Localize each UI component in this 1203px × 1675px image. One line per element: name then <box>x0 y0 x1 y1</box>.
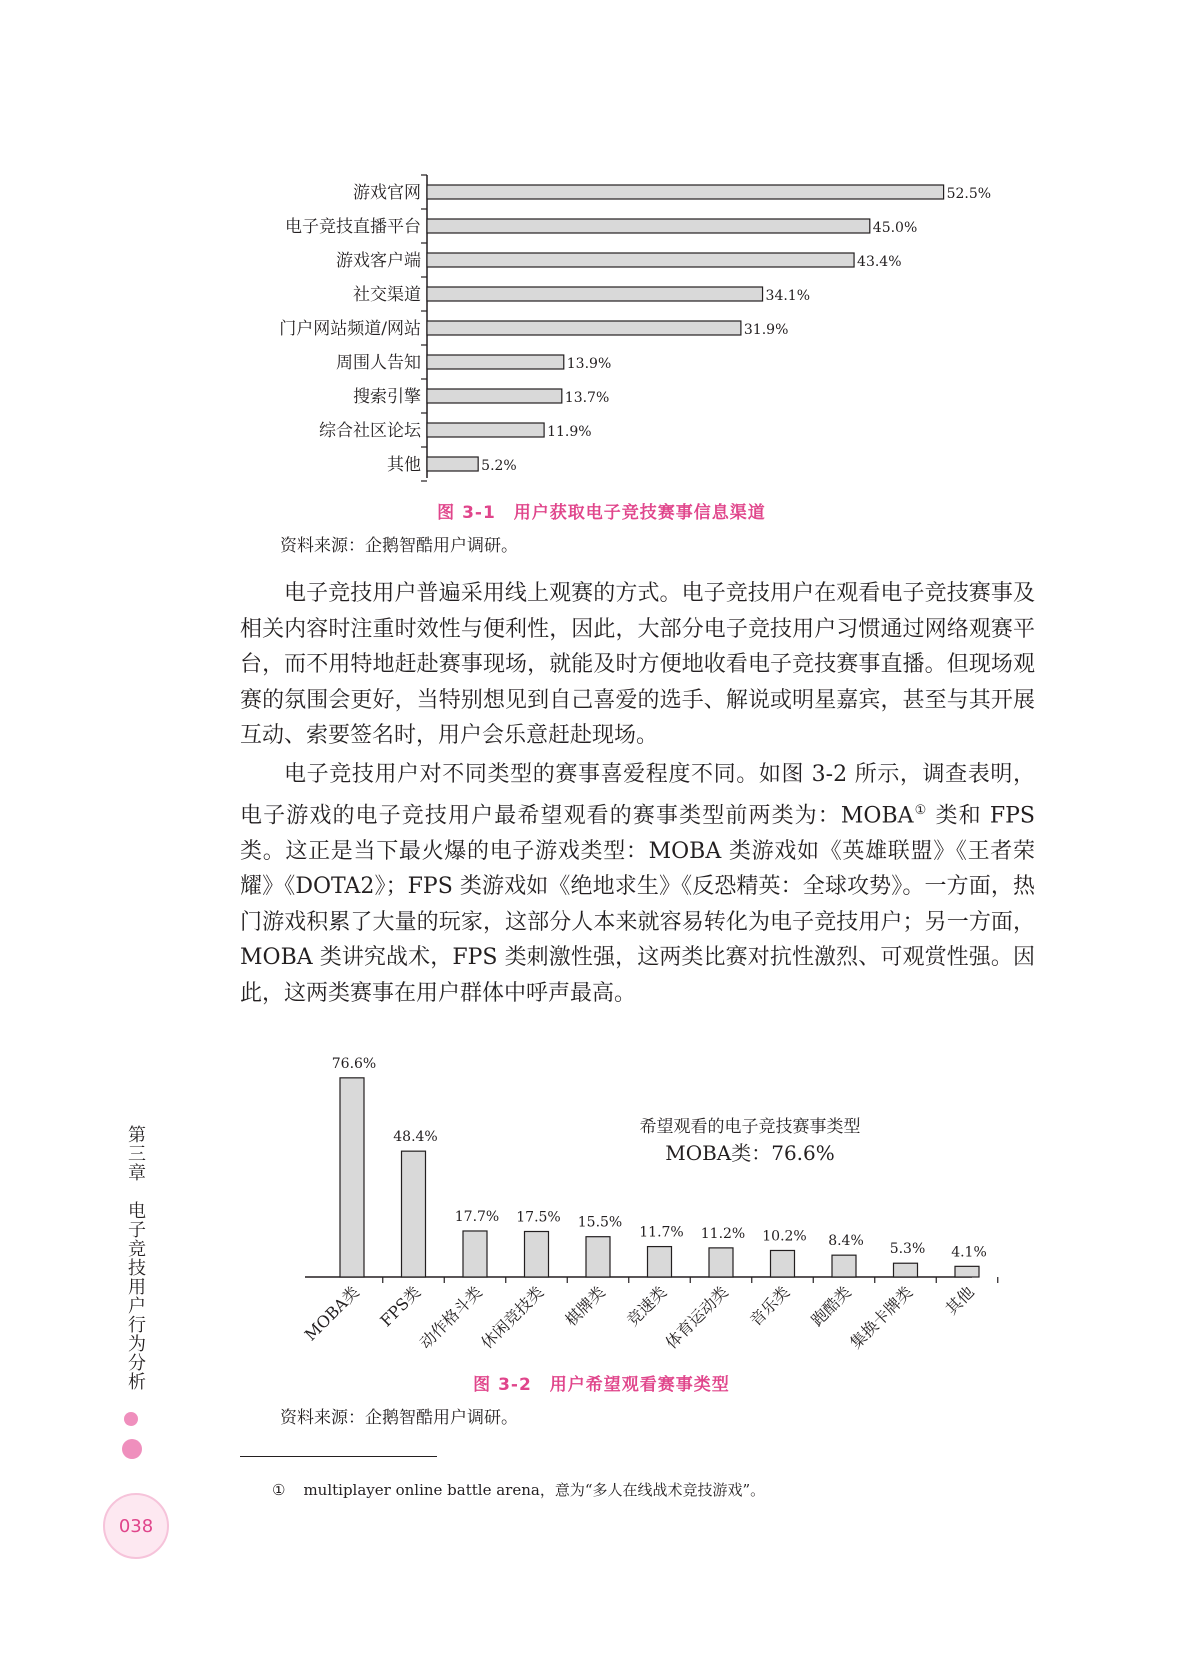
bar-type <box>525 1232 549 1278</box>
figure-3-1-source: 资料来源：企鹅智酷用户调研。 <box>280 536 518 556</box>
category-label: 棋牌类 <box>561 1282 609 1330</box>
value-label: 11.2% <box>700 1225 746 1242</box>
footnote-text: multiplayer online battle arena，意为“多人在线战术竞技游戏”。 <box>303 1481 766 1499</box>
value-label: 10.2% <box>762 1228 807 1245</box>
category-label: 其他 <box>387 455 421 475</box>
bar-type <box>894 1263 918 1277</box>
category-label: 社交渠道 <box>353 285 421 305</box>
category-label: 跑酷类 <box>807 1282 855 1330</box>
category-label: 竞速类 <box>622 1282 671 1330</box>
paragraph-2-part-a: 电子竞技用户对不同类型的赛事喜爱程度不同。如图 3-2 所示，调查表明，电子游戏的电子竞技用户最希望观看的赛事类型前两类为：MOBA <box>240 762 1035 828</box>
value-label: 43.4% <box>857 254 902 270</box>
bar-type <box>832 1255 856 1277</box>
footnote-ref[interactable]: ① <box>913 802 928 818</box>
figure-3-1-caption: 图 3-1 用户获取电子竞技赛事信息渠道 <box>437 503 766 523</box>
value-label: 45.0% <box>872 220 918 236</box>
bar-type <box>463 1231 487 1277</box>
value-label: 48.4% <box>393 1129 438 1146</box>
bar-type <box>709 1248 733 1277</box>
footnote-rule <box>240 1456 437 1457</box>
category-label: 综合社区论坛 <box>319 421 421 441</box>
footnote <box>272 1479 765 1500</box>
category-label: 周围人告知 <box>336 353 421 373</box>
page-number-badge <box>103 1493 169 1559</box>
value-label: 8.4% <box>828 1233 864 1250</box>
annotation-line-1: 希望观看的电子竞技赛事类型 <box>639 1117 861 1137</box>
paragraph-1: 电子竞技用户普遍采用线上观赛的方式。电子竞技用户在观看电子竞技赛事及相关内容时注重时效性与便利性，因此，大部分电子竞技用户习惯通过网络观赛平台，而不用特地赶赴赛事现场，就能及时方便地收看电子竞技赛事直播。但现场观赛的氛围会更好，当特别想见到自己喜爱的选手、解说或明星嘉宾，甚至与其开展互动、索要签名时，用户会乐意赶赴现场。 <box>240 581 1035 749</box>
category-label: FPS类 <box>376 1282 425 1331</box>
annotation-line-2: MOBA类：76.6% <box>665 1141 835 1165</box>
category-label: 音乐类 <box>745 1282 794 1330</box>
bar-type <box>586 1237 610 1277</box>
category-label: 动作格斗类 <box>415 1282 486 1353</box>
decor-dot-small <box>124 1412 138 1426</box>
footnote-mark: ① <box>272 1481 286 1499</box>
value-label: 31.9% <box>743 322 789 338</box>
category-label: MOBA类 <box>300 1282 363 1345</box>
figure-3-2-source: 资料来源：企鹅智酷用户调研。 <box>280 1408 518 1428</box>
value-label: 4.1% <box>951 1244 987 1261</box>
category-label: 集换卡牌类 <box>846 1282 917 1353</box>
bar-type <box>771 1250 795 1277</box>
category-label: 门户网站频道/网站 <box>279 319 421 339</box>
bar-type <box>402 1151 426 1277</box>
value-label: 13.9% <box>566 356 612 372</box>
category-label: 休闲竞技类 <box>477 1282 548 1353</box>
category-label: 游戏官网 <box>353 183 421 203</box>
page-number: 038 <box>118 1515 154 1537</box>
category-label: 电子竞技直播平台 <box>285 217 421 237</box>
category-label: 搜索引擎 <box>353 387 421 407</box>
category-label: 体育运动类 <box>661 1282 732 1353</box>
value-label: 11.9% <box>547 424 592 440</box>
paragraph-2-part-b: 类和 FPS 类。这正是当下最火爆的电子游戏类型：MOBA 类游戏如《英雄联盟》《王者荣耀》《DOTA2》；FPS 类游戏如《绝地求生》《反恐精英：全球攻势》。一方面，热门游戏积累了大量的玩家，这部分人本来就容易转化为电子竞技用户；另一方面，MOBA 类讲究战术，FPS 类刺激性强，这两类比赛对抗性激烈、可观赏性强。因此，这两类赛事在用户群体中呼声最高。 <box>240 802 1035 1006</box>
figure-3-2-caption: 图 3-2 用户希望观看赛事类型 <box>473 1375 730 1395</box>
category-label: 游戏客户端 <box>336 251 421 271</box>
value-label: 11.7% <box>639 1224 684 1241</box>
value-label: 5.3% <box>889 1241 926 1258</box>
value-label: 76.6% <box>331 1055 377 1072</box>
value-label: 13.7% <box>564 390 610 406</box>
bar-type <box>648 1247 672 1277</box>
value-label: 34.1% <box>765 288 811 304</box>
value-label: 5.2% <box>481 458 517 474</box>
bar-type <box>340 1078 364 1277</box>
chapter-side-label: 第三章 电子竞技用户行为分析 <box>125 1125 146 1391</box>
value-label: 17.7% <box>454 1208 500 1225</box>
value-label: 52.5% <box>946 186 992 202</box>
decor-dot-large <box>122 1439 142 1459</box>
value-label: 15.5% <box>577 1214 623 1231</box>
bar-type <box>955 1266 979 1277</box>
value-label: 17.5% <box>516 1209 561 1226</box>
category-label: 其他 <box>941 1282 978 1319</box>
